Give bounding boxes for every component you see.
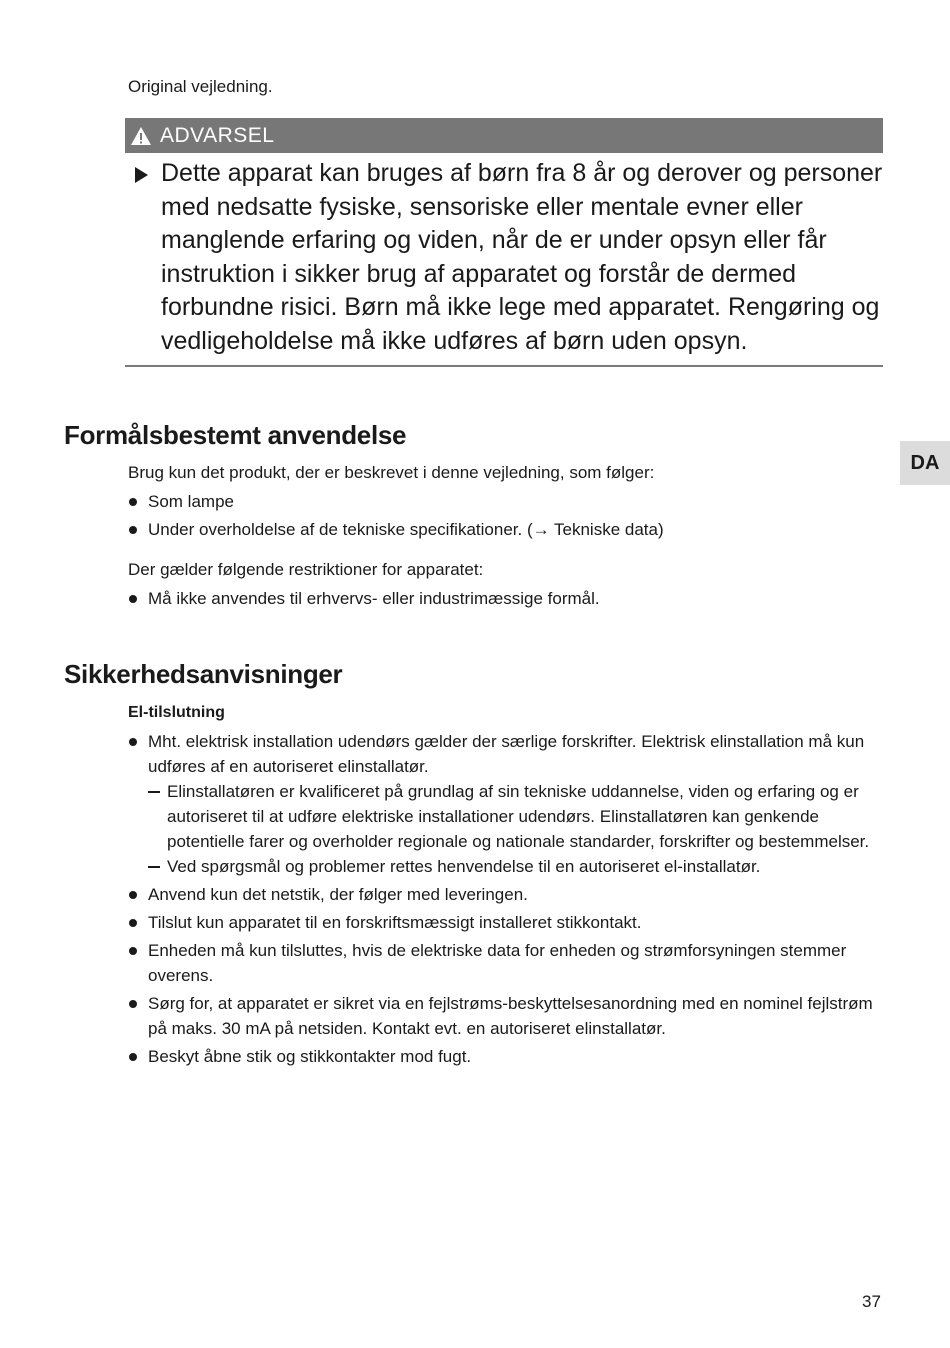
intended-use-section — [128, 460, 878, 614]
bullet-dot-icon — [129, 891, 137, 899]
list-item: Sørg for, at apparatet er sikret via en fejlstrøms-beskyttelsesanordning med en nominel fejlstrøm på maks. 30 mA på netsiden. Kontakt evt. en autoriseret elinstallatør. — [128, 991, 878, 1041]
list-item: Enheden må kun tilsluttes, hvis de elektriske data for enheden og strømforsyningen stemmer overens. — [128, 938, 878, 988]
language-tab: DA — [900, 441, 950, 485]
intro-text: Original vejledning. — [128, 77, 273, 96]
subheading-electrical: El-tilslutning — [128, 704, 225, 721]
sub-list-item: Elinstallatøren er kvalificeret på grundlag af sin tekniske uddannelse, viden og erfaring og er autoriseret til at udføre elektriske installationer udendørs. Elinstallatøren kan genkende potentielle farer og overholder regionale og nationale standarder, forskrifter og bestemmelser. — [148, 779, 878, 854]
triangle-right-icon — [135, 167, 148, 183]
sub-list — [148, 779, 878, 879]
intended-use-lead: Brug kun det produkt, der er beskrevet i denne vejledning, som følger: — [128, 463, 655, 482]
bullet-dot-icon — [129, 919, 137, 927]
warning-text: Dette apparat kan bruges af børn fra 8 år og derover og personer med nedsatte fysiske, sensoriske eller mentale evner eller manglende erfaring og viden, når de er under opsyn eller får instruktion i sikker brug af apparatet og forstår de dermed forbundne risici. Børn må ikke lege med apparatet. Rengøring og vedligeholdelse må ikke udføres af børn uden opsyn. — [161, 159, 883, 355]
section-heading-intended-use: Formålsbestemt anvendelse — [64, 420, 407, 450]
sub-list-item: Ved spørgsmål og problemer rettes henvendelse til en autoriseret el-installatør. — [148, 854, 878, 879]
warning-header — [125, 118, 883, 153]
bullet-dot-icon — [129, 738, 137, 746]
bullet-dot-icon — [129, 498, 137, 506]
list-item: Som lampe — [128, 489, 878, 514]
restriction-lead: Der gælder følgende restriktioner for apparatet: — [128, 560, 484, 579]
list-item: Anvend kun det netstik, der følger med leveringen. — [128, 882, 878, 907]
bullet-dot-icon — [129, 526, 137, 534]
dash-icon — [148, 791, 160, 793]
restriction-list — [128, 586, 878, 611]
bullet-dot-icon — [129, 1000, 137, 1008]
bullet-dot-icon — [129, 947, 137, 955]
dash-icon — [148, 866, 160, 868]
warning-label: ADVARSEL — [160, 123, 275, 147]
list-item: Må ikke anvendes til erhvervs- eller industrimæssige formål. — [128, 586, 878, 611]
warning-triangle-icon — [130, 126, 152, 146]
warning-body — [125, 153, 883, 365]
warning-box — [125, 118, 883, 367]
bullet-dot-icon — [129, 1053, 137, 1061]
safety-section — [128, 700, 878, 1072]
bullet-dot-icon — [129, 595, 137, 603]
page-number: 37 — [862, 1292, 881, 1311]
safety-list — [128, 729, 878, 1069]
list-item: Tilslut kun apparatet til en forskriftsmæssigt installeret stikkontakt. — [128, 910, 878, 935]
intended-use-list — [128, 489, 878, 542]
list-item: Mht. elektrisk installation udendørs gælder der særlige forskrifter. Elektrisk elinstallation må kun udføres af en autoriseret elinstallatør. Elinstallatøren er kvalificeret på grundlag af sin tekniske uddannelse, viden og erfaring og er autoriseret til at udføre elektriske installationer udendørs. Elinstallatøren kan genkende potentielle farer og overholder regionale og nationale standarder, forskrifter og bestemmelser. Ved spørgsmål og problemer rettes henvendelse til en autoriseret el-installatør. — [128, 729, 878, 879]
section-heading-safety: Sikkerhedsanvisninger — [64, 659, 343, 689]
list-item: Under overholdelse af de tekniske specifikationer. (→ Tekniske data) — [128, 517, 878, 542]
list-item: Beskyt åbne stik og stikkontakter mod fugt. — [128, 1044, 878, 1069]
